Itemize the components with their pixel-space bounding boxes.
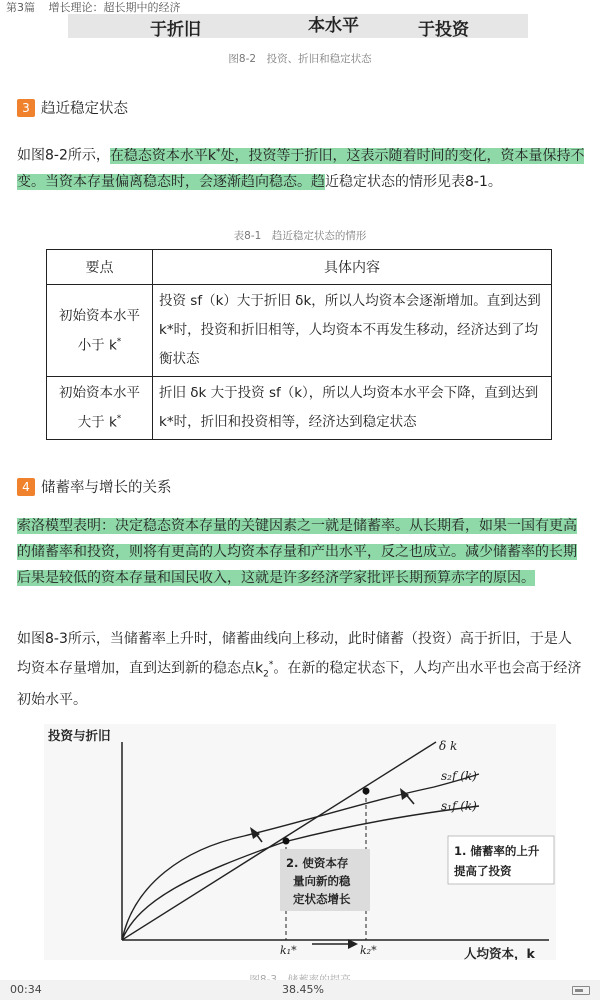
figure-8-2-caption: 图8-2 投资、折旧和稳定状态 (228, 53, 372, 65)
annotation-text: 定状态增长 (293, 892, 351, 906)
k1-tick-label: k₁* (280, 944, 297, 957)
section-number-badge: 3 (17, 99, 35, 117)
clock-label: 00:34 (10, 983, 42, 996)
table-8-1 (46, 249, 552, 440)
text-run: 近稳定状态的情形见表8-1。 (325, 173, 502, 190)
series-label: s₁f (k) (441, 799, 477, 813)
superscript: * (116, 336, 122, 347)
superscript: * (215, 147, 221, 157)
highlight-run: 索洛模型表明：决定稳态资本存量的关键因素之一就是储蓄率。从长期看，如果一国有更高的储蓄率和投资，则将有更高的人均资本存量和产出水平，反之也成立。减少储蓄率的长期后果是较低的资本存量和国民收入，这就是许多经济学家批评长期预算赤字的原因。 (17, 518, 577, 586)
table-header-row (47, 250, 552, 285)
section-3-paragraph (17, 139, 585, 195)
superscript: * (116, 414, 122, 425)
section-title: 趋近稳定状态 (41, 101, 128, 117)
cell-text: 初始资本水平小于 k (59, 307, 140, 354)
figure-label: 于折旧 (150, 20, 201, 40)
table-row (47, 377, 552, 440)
reading-progress-label: 38.45% (282, 983, 324, 996)
text-run: 。在新的稳定状态下，人均产出水平也会高于经济初始水平。 (17, 660, 582, 709)
series-label: s₂f (k) (441, 769, 477, 783)
cell-text: 初始资本水平大于 k (59, 385, 140, 431)
steady-state-point-k2 (363, 788, 370, 795)
figure-label: 本水平 (308, 16, 359, 36)
chapter-label: 增长理论：超长期中的经济 (48, 1, 181, 14)
battery-icon (572, 986, 590, 995)
y-axis-label: 投资与折旧 (48, 728, 111, 743)
figure-8-3-chart (44, 724, 556, 960)
annotation-text: 提高了投资 (454, 864, 512, 878)
table-cell-content: 投资 sf（k）大于折旧 δk，所以人均资本会逐渐增加。直到达到 k*时，投资和折旧相等，人均资本不再发生移动，经济达到了均衡状态 (153, 285, 552, 377)
table-header: 要点 (47, 250, 153, 285)
section-4-heading (17, 476, 172, 497)
table-cell-point (47, 285, 153, 377)
figure-8-2-fragment (68, 14, 528, 38)
annotation-text: 1. 储蓄率的上升 (454, 844, 540, 858)
annotation-text: 2. 使资本存 (286, 856, 349, 870)
reader-status-bar (0, 980, 600, 1000)
table-8-1-caption: 表8-1 趋近稳定状态的情形 (233, 230, 367, 242)
section-title: 储蓄率与增长的关系 (41, 480, 172, 496)
x-axis-label: 人均资本，k (464, 946, 535, 960)
steady-state-point-k1 (283, 838, 290, 845)
section-number-badge: 4 (17, 478, 35, 496)
text-run: 在稳态资本水平k (109, 147, 216, 164)
series-label: δ k (439, 739, 458, 753)
figure-label: 于投资 (418, 20, 469, 40)
table-cell-point (47, 377, 153, 440)
table-cell-content: 折旧 δk 大于投资 sf（k），所以人均资本水平会下降，直到达到 k*时，折旧和投资相等，经济达到稳定状态 (153, 377, 552, 440)
part-label: 第3篇 (6, 1, 35, 14)
text-run: 如图8-3所示，当储蓄率上升时，储蓄曲线向上移动，此时储蓄（投资）高于折旧，于是人均资本存量增加，直到达到新的稳态点k (17, 631, 572, 677)
text-run: 处，投资等于折旧，这表示随着时间的变化，资本量保持不变。当资本存量偏离稳态时，会逐渐趋向稳态。趋 (17, 147, 585, 190)
table-header: 具体内容 (153, 250, 552, 285)
table-row (47, 285, 552, 377)
text-run: 如图8-2所示， (17, 147, 110, 164)
section-3-heading (17, 97, 128, 118)
superscript: * (268, 660, 274, 670)
annotation-text: 量向新的稳 (293, 874, 351, 888)
section-4-paragraph-1 (17, 513, 585, 591)
subscript: 2 (263, 669, 269, 680)
k2-tick-label: k₂* (360, 944, 377, 957)
section-4-paragraph-2 (17, 626, 585, 713)
